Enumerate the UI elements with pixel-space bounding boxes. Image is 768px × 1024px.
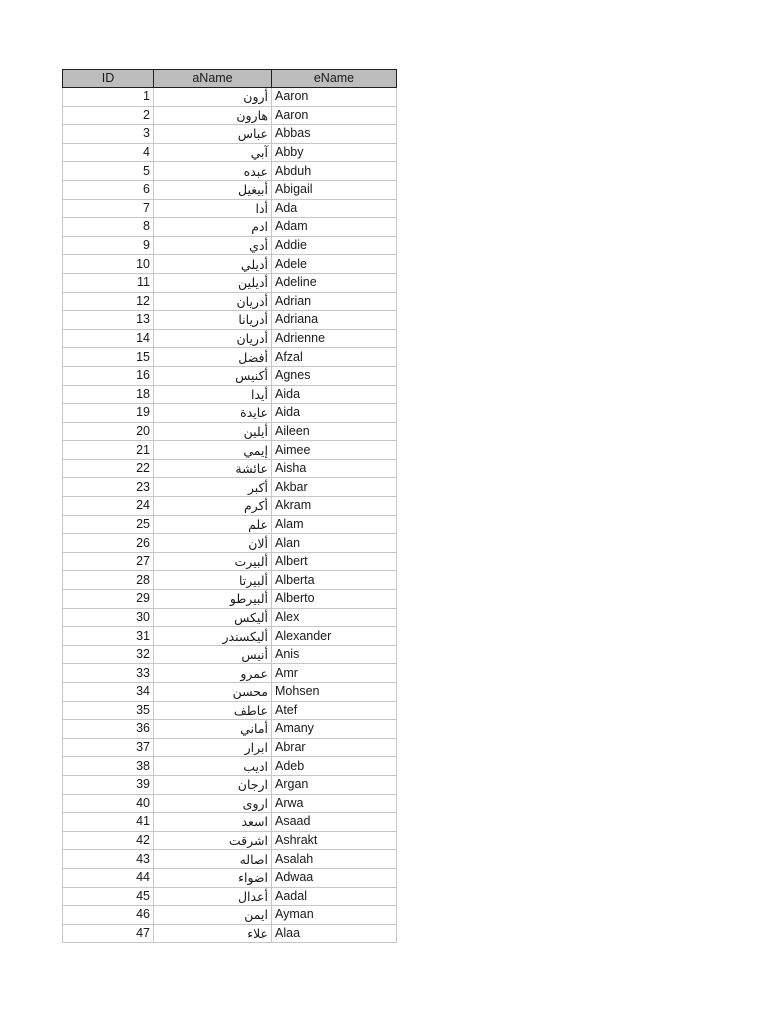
cell-id[interactable]: 19 (63, 404, 154, 423)
cell-id[interactable]: 5 (63, 162, 154, 181)
cell-id[interactable]: 29 (63, 590, 154, 609)
cell-english-name[interactable]: Abby (272, 143, 397, 162)
cell-arabic-name[interactable]: علاء (154, 924, 272, 943)
cell-arabic-name[interactable]: عاطف (154, 701, 272, 720)
table-body (63, 88, 397, 943)
table-row (63, 590, 397, 609)
cell-arabic-name[interactable]: أكرم (154, 497, 272, 516)
table-row (63, 125, 397, 144)
cell-id[interactable]: 2 (63, 106, 154, 125)
cell-english-name[interactable]: Afzal (272, 348, 397, 367)
cell-english-name[interactable]: Adam (272, 218, 397, 237)
cell-english-name[interactable]: Aaron (272, 88, 397, 107)
table-row (63, 813, 397, 832)
table-row (63, 255, 397, 274)
table-row (63, 906, 397, 925)
table-row (63, 88, 397, 107)
table-row (63, 459, 397, 478)
cell-arabic-name[interactable]: أنيس (154, 645, 272, 664)
cell-id[interactable]: 38 (63, 757, 154, 776)
cell-id[interactable]: 27 (63, 552, 154, 571)
cell-arabic-name[interactable]: أبيغيل (154, 180, 272, 199)
cell-id[interactable]: 15 (63, 348, 154, 367)
cell-arabic-name[interactable]: عايدة (154, 404, 272, 423)
cell-english-name[interactable]: Ayman (272, 906, 397, 925)
cell-id[interactable]: 44 (63, 868, 154, 887)
table-row (63, 311, 397, 330)
cell-english-name[interactable]: Asaad (272, 813, 397, 832)
table-row (63, 478, 397, 497)
cell-arabic-name[interactable]: ألان (154, 534, 272, 553)
table-row (63, 366, 397, 385)
table-row (63, 236, 397, 255)
table-row (63, 627, 397, 646)
cell-english-name[interactable]: Abigail (272, 180, 397, 199)
cell-english-name[interactable]: Ashrakt (272, 831, 397, 850)
cell-id[interactable]: 21 (63, 441, 154, 460)
cell-id[interactable]: 22 (63, 459, 154, 478)
cell-english-name[interactable]: Abduh (272, 162, 397, 181)
table-row (63, 422, 397, 441)
cell-english-name[interactable]: Adrian (272, 292, 397, 311)
table-row (63, 887, 397, 906)
cell-arabic-name[interactable]: أديلي (154, 255, 272, 274)
names-table (62, 69, 397, 943)
cell-arabic-name[interactable]: أدريان (154, 292, 272, 311)
cell-id[interactable]: 11 (63, 273, 154, 292)
cell-arabic-name[interactable]: اصاله (154, 850, 272, 869)
table-row (63, 831, 397, 850)
cell-arabic-name[interactable]: اديب (154, 757, 272, 776)
cell-arabic-name[interactable]: علم (154, 515, 272, 534)
cell-english-name[interactable]: Abrar (272, 738, 397, 757)
cell-arabic-name[interactable]: ألبيرت (154, 552, 272, 571)
cell-arabic-name[interactable]: عائشة (154, 459, 272, 478)
cell-arabic-name[interactable]: أديلين (154, 273, 272, 292)
cell-english-name[interactable]: Ada (272, 199, 397, 218)
table-row (63, 645, 397, 664)
cell-id[interactable]: 36 (63, 720, 154, 739)
cell-id[interactable]: 30 (63, 608, 154, 627)
table-row (63, 924, 397, 943)
cell-arabic-name[interactable]: اشرقت (154, 831, 272, 850)
table-row (63, 441, 397, 460)
cell-id[interactable]: 26 (63, 534, 154, 553)
cell-id[interactable]: 4 (63, 143, 154, 162)
cell-id[interactable]: 18 (63, 385, 154, 404)
cell-id[interactable]: 20 (63, 422, 154, 441)
cell-english-name[interactable]: Aisha (272, 459, 397, 478)
table-row (63, 775, 397, 794)
cell-english-name[interactable]: Adrienne (272, 329, 397, 348)
cell-english-name[interactable]: Aaron (272, 106, 397, 125)
cell-arabic-name[interactable]: ادم (154, 218, 272, 237)
header-aname[interactable]: aName (154, 70, 272, 88)
cell-english-name[interactable]: Aadal (272, 887, 397, 906)
table-row (63, 385, 397, 404)
cell-id[interactable]: 23 (63, 478, 154, 497)
cell-arabic-name[interactable]: أدريانا (154, 311, 272, 330)
cell-english-name[interactable]: Alexander (272, 627, 397, 646)
cell-arabic-name[interactable]: ارجان (154, 775, 272, 794)
cell-id[interactable]: 42 (63, 831, 154, 850)
cell-english-name[interactable]: Asalah (272, 850, 397, 869)
cell-english-name[interactable]: Agnes (272, 366, 397, 385)
table-row (63, 106, 397, 125)
table-row (63, 683, 397, 702)
cell-id[interactable]: 31 (63, 627, 154, 646)
cell-english-name[interactable]: Aileen (272, 422, 397, 441)
table-row (63, 348, 397, 367)
cell-arabic-name[interactable]: اروى (154, 794, 272, 813)
cell-english-name[interactable]: Argan (272, 775, 397, 794)
cell-arabic-name[interactable]: أدا (154, 199, 272, 218)
table-row (63, 608, 397, 627)
cell-id[interactable]: 6 (63, 180, 154, 199)
cell-english-name[interactable]: Alam (272, 515, 397, 534)
cell-id[interactable]: 33 (63, 664, 154, 683)
header-id[interactable]: ID (63, 70, 154, 88)
cell-arabic-name[interactable]: أليكسندر (154, 627, 272, 646)
cell-english-name[interactable]: Adeb (272, 757, 397, 776)
table-row (63, 329, 397, 348)
cell-arabic-name[interactable]: أدي (154, 236, 272, 255)
cell-id[interactable]: 43 (63, 850, 154, 869)
cell-english-name[interactable]: Akram (272, 497, 397, 516)
cell-arabic-name[interactable]: ألبيرتا (154, 571, 272, 590)
table-row (63, 664, 397, 683)
cell-english-name[interactable]: Addie (272, 236, 397, 255)
cell-arabic-name[interactable]: أدريان (154, 329, 272, 348)
cell-arabic-name[interactable]: أماني (154, 720, 272, 739)
table-row (63, 162, 397, 181)
cell-id[interactable]: 24 (63, 497, 154, 516)
cell-arabic-name[interactable]: اسعد (154, 813, 272, 832)
cell-arabic-name[interactable]: أرون (154, 88, 272, 107)
cell-id[interactable]: 47 (63, 924, 154, 943)
cell-id[interactable]: 35 (63, 701, 154, 720)
cell-id[interactable]: 7 (63, 199, 154, 218)
cell-id[interactable]: 28 (63, 571, 154, 590)
cell-english-name[interactable]: Aida (272, 404, 397, 423)
cell-id[interactable]: 1 (63, 88, 154, 107)
cell-arabic-name[interactable]: أيدا (154, 385, 272, 404)
cell-english-name[interactable]: Alan (272, 534, 397, 553)
table-row (63, 571, 397, 590)
cell-id[interactable]: 9 (63, 236, 154, 255)
cell-english-name[interactable]: Amany (272, 720, 397, 739)
table-row (63, 218, 397, 237)
cell-english-name[interactable]: Abbas (272, 125, 397, 144)
cell-arabic-name[interactable]: أكنيس (154, 366, 272, 385)
cell-english-name[interactable]: Alex (272, 608, 397, 627)
cell-english-name[interactable]: Alberto (272, 590, 397, 609)
cell-english-name[interactable]: Alberta (272, 571, 397, 590)
cell-arabic-name[interactable]: عمرو (154, 664, 272, 683)
cell-id[interactable]: 3 (63, 125, 154, 144)
table-row (63, 757, 397, 776)
cell-arabic-name[interactable]: أليكس (154, 608, 272, 627)
cell-english-name[interactable]: Adeline (272, 273, 397, 292)
cell-english-name[interactable]: Anis (272, 645, 397, 664)
table-row (63, 534, 397, 553)
cell-arabic-name[interactable]: إيمي (154, 441, 272, 460)
table-row (63, 868, 397, 887)
table-row (63, 738, 397, 757)
cell-english-name[interactable]: Aida (272, 385, 397, 404)
cell-id[interactable]: 39 (63, 775, 154, 794)
cell-arabic-name[interactable]: ايمن (154, 906, 272, 925)
cell-id[interactable]: 45 (63, 887, 154, 906)
cell-english-name[interactable]: Albert (272, 552, 397, 571)
cell-english-name[interactable]: Alaa (272, 924, 397, 943)
table-row (63, 199, 397, 218)
cell-arabic-name[interactable]: هارون (154, 106, 272, 125)
cell-english-name[interactable]: Adwaa (272, 868, 397, 887)
cell-arabic-name[interactable]: ابرار (154, 738, 272, 757)
cell-id[interactable]: 37 (63, 738, 154, 757)
cell-arabic-name[interactable]: أعدال (154, 887, 272, 906)
table-row (63, 794, 397, 813)
cell-arabic-name[interactable]: أكبر (154, 478, 272, 497)
cell-id[interactable]: 34 (63, 683, 154, 702)
cell-arabic-name[interactable]: ألبيرطو (154, 590, 272, 609)
cell-english-name[interactable]: Amr (272, 664, 397, 683)
cell-english-name[interactable]: Atef (272, 701, 397, 720)
cell-id[interactable]: 10 (63, 255, 154, 274)
cell-id[interactable]: 13 (63, 311, 154, 330)
table-row (63, 701, 397, 720)
cell-arabic-name[interactable]: أفضل (154, 348, 272, 367)
cell-id[interactable]: 14 (63, 329, 154, 348)
table-row (63, 552, 397, 571)
cell-english-name[interactable]: Akbar (272, 478, 397, 497)
cell-english-name[interactable]: Arwa (272, 794, 397, 813)
cell-id[interactable]: 41 (63, 813, 154, 832)
table-row (63, 720, 397, 739)
cell-id[interactable]: 8 (63, 218, 154, 237)
header-ename[interactable]: eName (272, 70, 397, 88)
table-row (63, 143, 397, 162)
cell-id[interactable]: 12 (63, 292, 154, 311)
cell-id[interactable]: 40 (63, 794, 154, 813)
cell-id[interactable]: 46 (63, 906, 154, 925)
cell-arabic-name[interactable]: آبي (154, 143, 272, 162)
table-row (63, 273, 397, 292)
table-row (63, 404, 397, 423)
cell-arabic-name[interactable]: عبده (154, 162, 272, 181)
table-row (63, 292, 397, 311)
table-row (63, 515, 397, 534)
cell-arabic-name[interactable]: محسن (154, 683, 272, 702)
cell-arabic-name[interactable]: أيلين (154, 422, 272, 441)
cell-english-name[interactable]: Mohsen (272, 683, 397, 702)
cell-id[interactable]: 32 (63, 645, 154, 664)
cell-arabic-name[interactable]: اضواء (154, 868, 272, 887)
table-row (63, 180, 397, 199)
cell-english-name[interactable]: Aimee (272, 441, 397, 460)
table-row (63, 497, 397, 516)
cell-english-name[interactable]: Adriana (272, 311, 397, 330)
header-row (63, 70, 397, 88)
cell-arabic-name[interactable]: عباس (154, 125, 272, 144)
table-row (63, 850, 397, 869)
cell-id[interactable]: 25 (63, 515, 154, 534)
cell-english-name[interactable]: Adele (272, 255, 397, 274)
cell-id[interactable]: 16 (63, 366, 154, 385)
